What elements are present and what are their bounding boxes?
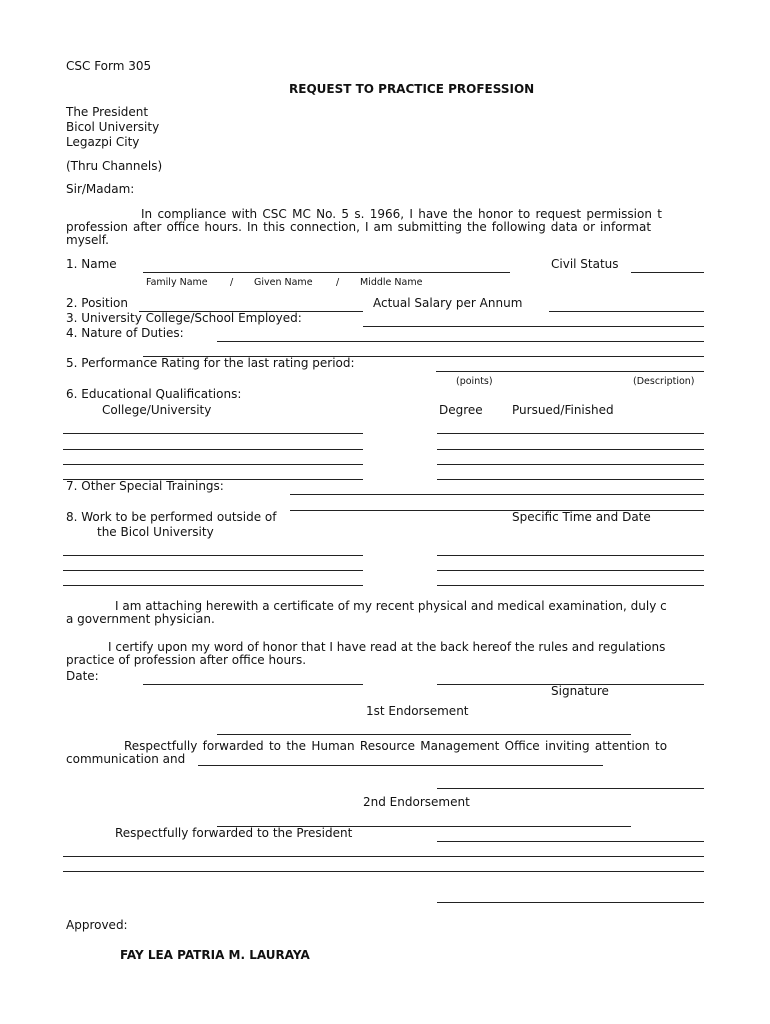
signatory-name: FAY LEA PATRIA M. LAURAYA xyxy=(120,948,310,962)
given-name-caption: Given Name xyxy=(254,277,313,288)
points-caption: (points) xyxy=(456,376,493,387)
salutation: Sir/Madam: xyxy=(66,182,135,196)
education-degree-line[interactable] xyxy=(437,449,704,450)
form-title: REQUEST TO PRACTICE PROFESSION xyxy=(289,82,535,96)
work-line[interactable] xyxy=(63,585,363,586)
endorsement2-remarks-line[interactable] xyxy=(63,856,704,857)
certify-line2: practice of profession after office hours. xyxy=(66,653,307,667)
addressee-line1: The President xyxy=(66,105,149,119)
work-line[interactable] xyxy=(63,555,363,556)
education-college-line[interactable] xyxy=(63,433,363,434)
endorsement1-line[interactable] xyxy=(217,734,631,735)
family-name-caption: Family Name xyxy=(146,277,208,288)
work-label-2: the Bicol University xyxy=(97,525,214,539)
pursued-header: Pursued/Finished xyxy=(512,403,614,417)
slash-separator: / xyxy=(230,277,234,288)
slash-separator: / xyxy=(336,277,340,288)
intro-line2: profession after office hours. In this connection, I am submitting the following data or informat xyxy=(66,220,652,234)
approved-label: Approved: xyxy=(66,918,128,932)
attach-line2: a government physician. xyxy=(66,612,215,626)
certify-line1: I certify upon my word of honor that I have read at the back hereof the rules and regulations xyxy=(108,640,666,654)
education-college-line[interactable] xyxy=(63,449,363,450)
endorsement1-line1: Respectfully forwarded to the Human Resource Management Office inviting attention to xyxy=(124,739,668,753)
college-line[interactable] xyxy=(363,326,704,327)
salary-label: Actual Salary per Annum xyxy=(373,296,523,310)
duties-label: 4. Nature of Duties: xyxy=(66,326,184,340)
middle-name-caption: Middle Name xyxy=(360,277,423,288)
rating-label: 5. Performance Rating for the last rating period: xyxy=(66,356,355,370)
intro-line1: In compliance with CSC MC No. 5 s. 1966, I have the honor to request permission t xyxy=(141,207,662,221)
college-label: 3. University College/School Employed: xyxy=(66,311,302,325)
education-degree-line[interactable] xyxy=(437,479,704,480)
duties-line[interactable] xyxy=(217,341,704,342)
time-line[interactable] xyxy=(437,555,704,556)
trainings-label: 7. Other Special Trainings: xyxy=(66,479,224,493)
rating-line[interactable] xyxy=(436,371,704,372)
specific-time-header: Specific Time and Date xyxy=(512,510,651,524)
education-college-line[interactable] xyxy=(63,464,363,465)
name-label: 1. Name xyxy=(66,257,117,271)
trainings-line[interactable] xyxy=(290,494,704,495)
addressee-line3: Legazpi City xyxy=(66,135,140,149)
date-line[interactable] xyxy=(143,684,363,685)
attach-line1: I am attaching herewith a certificate of my recent physical and medical examination, duly c xyxy=(115,599,667,613)
date-label: Date: xyxy=(66,669,99,683)
communication-line[interactable] xyxy=(198,765,603,766)
education-label: 6. Educational Qualifications: xyxy=(66,387,242,401)
endorsement1-line2: communication and xyxy=(66,752,186,766)
civil-status-line[interactable] xyxy=(631,272,704,273)
name-line[interactable] xyxy=(143,272,510,273)
intro-line3: myself. xyxy=(66,233,109,247)
time-line[interactable] xyxy=(437,585,704,586)
form-number: CSC Form 305 xyxy=(66,59,152,73)
endorsement1-signature-line[interactable] xyxy=(437,788,704,789)
civil-status-label: Civil Status xyxy=(551,257,619,271)
description-caption: (Description) xyxy=(633,376,695,387)
work-label: 8. Work to be performed outside of xyxy=(66,510,277,524)
degree-header: Degree xyxy=(439,403,483,417)
college-university-header: College/University xyxy=(102,403,212,417)
endorsement1-title: 1st Endorsement xyxy=(366,704,469,718)
salary-line[interactable] xyxy=(549,311,704,312)
education-degree-line[interactable] xyxy=(437,464,704,465)
endorsement2-line1: Respectfully forwarded to the President xyxy=(115,826,353,840)
time-line[interactable] xyxy=(437,570,704,571)
endorsement2-remarks-line[interactable] xyxy=(63,871,704,872)
addressee-line2: Bicol University xyxy=(66,120,160,134)
thru-channels: (Thru Channels) xyxy=(66,159,163,173)
education-degree-line[interactable] xyxy=(437,433,704,434)
position-label: 2. Position xyxy=(66,296,128,310)
work-line[interactable] xyxy=(63,570,363,571)
endorsement2-line-right[interactable] xyxy=(437,841,704,842)
endorsement2-signature-line[interactable] xyxy=(437,902,704,903)
signature-label: Signature xyxy=(551,684,609,698)
endorsement2-title: 2nd Endorsement xyxy=(363,795,470,809)
